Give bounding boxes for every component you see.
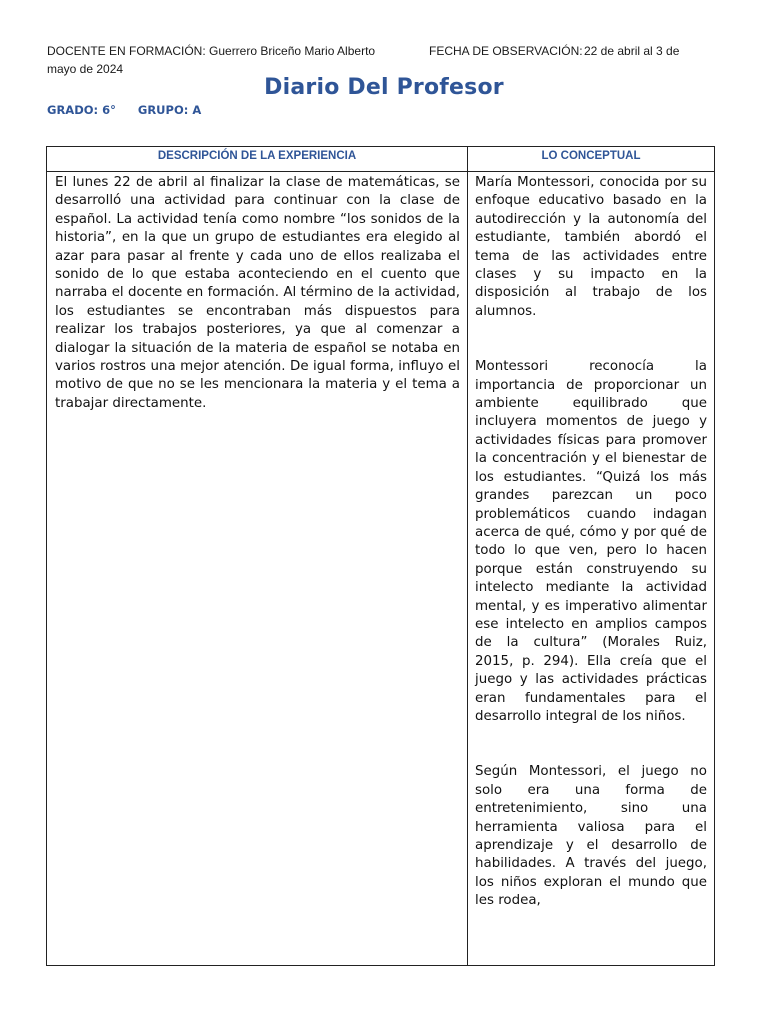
header-experience-description: DESCRIPCIÓN DE LA EXPERIENCIA <box>157 150 357 162</box>
grade-label: GRADO: 6° <box>47 103 116 117</box>
grade-group-line <box>47 103 219 117</box>
conceptual-paragraph-2: Montessori reconocía la importancia de proporcionar un ambiente equilibrado que incluyera momentos de juego y actividades físicas para promover la concentración y el bienestar de los estudiantes. “Quizá los más grandes parezcan un poco problemáticos cuando indagan acerca de qué, cómo y por qué de todo lo que ven, pero lo hacen porque están construyendo su intelecto mediante la actividad mental, y es imperativo alimentar ese intelecto en amplios campos de la cultura” (Morales Ruiz, 2015, p. 294). Ella creía que el juego y las actividades prácticas eran fundamentales para el desarrollo integral de los niños. <box>475 359 707 724</box>
observation-date-label: FECHA DE OBSERVACIÓN: <box>429 44 583 58</box>
column-divider <box>467 147 468 965</box>
group-label: GRUPO: A <box>137 103 202 117</box>
experience-paragraph: El lunes 22 de abril al finalizar la clase de matemáticas, se desarrolló una actividad para continuar con la clase de español. La actividad tenía como nombre “los sonidos de la historia”, en la que un grupo de estudiantes era elegido al azar para pasar al frente y cada uno de ellos realizaba el sonido de lo que estaba aconteciendo en el cuento que narraba el docente en formación. Al término de la actividad, los estudiantes se encontraban más dispuestos para realizar los trabajos posteriores, ya que al comenzar a dialogar la situación de la materia de español se notaba en varios rostros una mejor atención. De igual forma, influyo el motivo de que no se les mencionara la materia y el tema a trabajar directamente. <box>55 175 460 411</box>
table-header-row <box>47 147 714 172</box>
conceptual-paragraph-3: Según Montessori, el juego no solo era una forma de entretenimiento, sino una herramienta valiosa para el aprendizaje y el desarrollo de habilidades. A través del juego, los niños exploran el mundo que les rodea, <box>475 764 707 909</box>
observation-date-continuation: mayo de 2024 <box>47 62 124 76</box>
page-title: Diario Del Profesor <box>264 75 504 100</box>
conceptual-paragraph-1: María Montessori, conocida por su enfoque educativo basado en la autodirección y la autonomía del estudiante, también abordó el tema de las actividades entre clases y su impacto en la disposición al trabajo de los alumnos. <box>475 175 707 319</box>
experience-description-cell <box>55 174 460 413</box>
teacher-name: DOCENTE EN FORMACIÓN: Guerrero Briceño Mario Alberto <box>47 44 376 58</box>
conceptual-cell <box>475 174 707 911</box>
observation-date-value: 22 de abril al 3 de <box>584 44 680 58</box>
diary-table <box>46 146 715 966</box>
document-metadata <box>47 42 697 78</box>
header-conceptual: LO CONCEPTUAL <box>541 150 641 162</box>
